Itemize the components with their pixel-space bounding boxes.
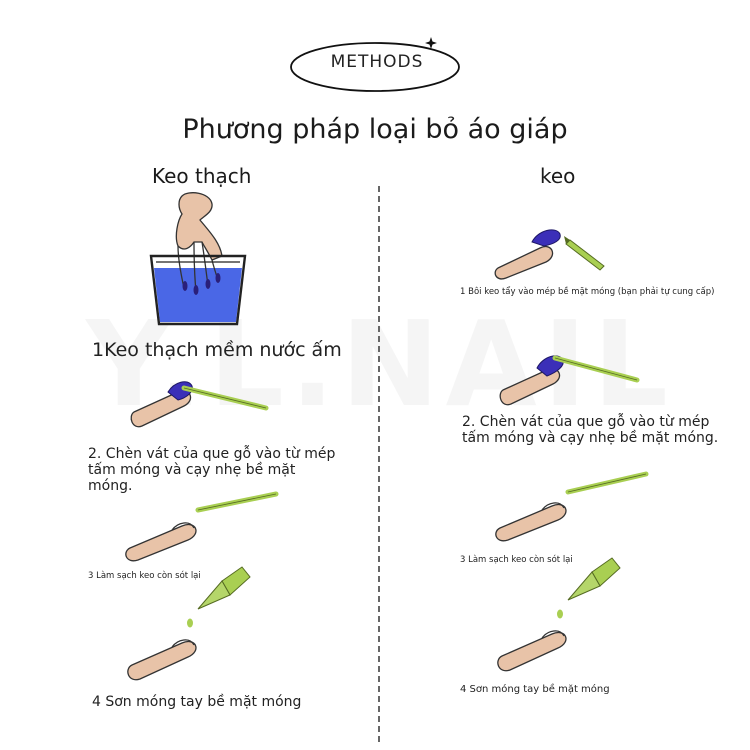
right-step-1-finger-remover-illustration — [494, 220, 614, 280]
right-step-1-caption: 1 Bôi keo tẩy vào mép bề mặt móng (bạn phải tự cung cấp) — [460, 287, 715, 297]
right-step-4-caption: 4 Sơn móng tay bề mặt móng — [460, 684, 610, 695]
methods-badge-label: METHODS — [330, 52, 424, 72]
left-step-3-finger-clean-illustration — [126, 490, 282, 562]
hand-in-water-cup-illustration — [148, 190, 248, 330]
left-step-4-finger-oil-pen-illustration — [126, 565, 256, 683]
left-column-heading: Keo thạch — [152, 164, 252, 188]
right-step-3-finger-clean-illustration — [496, 470, 652, 542]
left-step-3-caption: 3 Làm sạch keo còn sót lại — [88, 571, 201, 581]
column-divider — [378, 186, 380, 742]
left-step-1-caption: 1Keo thạch mềm nước ấm — [92, 339, 342, 361]
right-step-2-finger-stick-illustration — [497, 346, 642, 408]
right-step-4-finger-oil-pen-illustration — [496, 556, 626, 674]
right-column-heading: keo — [540, 164, 576, 188]
left-step-2-finger-stick-illustration — [128, 368, 273, 430]
page-title: Phương pháp loại bỏ áo giáp — [182, 114, 568, 145]
right-step-3-caption: 3 Làm sạch keo còn sót lại — [460, 555, 573, 565]
right-step-2-caption: 2. Chèn vát của que gỗ vào từ mép tấm móng và cạy nhẹ bề mặt móng. — [462, 414, 719, 447]
left-step-2-caption: 2. Chèn vát của que gỗ vào từ mép tấm móng và cạy nhẹ bề mặt móng. — [88, 446, 336, 495]
left-step-4-caption: 4 Sơn móng tay bề mặt móng — [92, 694, 302, 710]
